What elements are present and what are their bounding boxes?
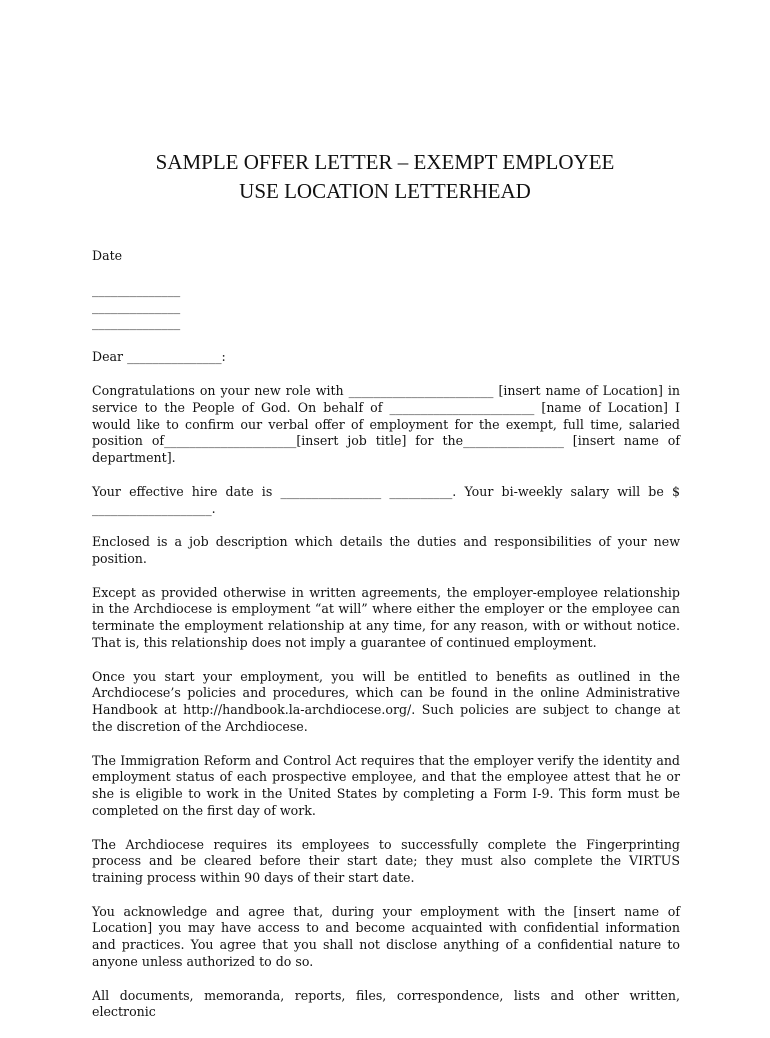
date-label: Date bbox=[92, 248, 123, 263]
address-line: ______________ bbox=[92, 315, 181, 331]
address-block bbox=[92, 282, 680, 332]
address-line: ______________ bbox=[92, 281, 181, 297]
paragraph-immigration: The Immigration Reform and Control Act requires that the employer verify the identity and employment status of each prospective employee, and that the employee attest that he or she is eligible to work in the United States by completing a Form I-9. This form must be completed on the first day of work. bbox=[92, 752, 680, 818]
paragraph-fingerprinting: The Archdiocese requires its employees to successfully complete the Fingerprinting process and be cleared before their start date; they must also complete the VIRTUS training process within 90 days of their start date. bbox=[92, 836, 680, 886]
paragraph-at-will: Except as provided otherwise in written agreements, the employer-employee relationship in the Archdiocese is employment “at will” where either the employer or the employee can terminate the employment relationship at any time, for any reason, with or without notice. That is, this relationship does not imply a guarantee of continued employment. bbox=[92, 584, 680, 650]
address-line: ______________ bbox=[92, 298, 181, 314]
paragraph-confidentiality: You acknowledge and agree that, during your employment with the [insert name of Location] you may have access to and become acquainted with confidential information and practices. You agree that you shall not disclose anything of a confidential nature to anyone unless authorized to do so. bbox=[92, 903, 680, 970]
paragraph-hire-date: Your effective hire date is ________________ __________. Your bi-weekly salary will be $ ___________________. bbox=[92, 483, 680, 516]
paragraph-documents: All documents, memoranda, reports, files, correspondence, lists and other written, electronic bbox=[92, 987, 680, 1020]
document-title: SAMPLE OFFER LETTER – EXEMPT EMPLOYEE bbox=[155, 150, 615, 174]
salutation: Dear _______________: bbox=[92, 349, 226, 365]
letter-body bbox=[92, 248, 680, 1038]
paragraph-congratulations: Congratulations on your new role with _______________________ [insert name of Location] in service to the People of God. On behalf of _______________________ [name of Location] I would like to confirm our verbal offer of employment for the exempt, full time, salaried position of_____________________[insert job title] for the________________ [insert name of department]. bbox=[92, 382, 680, 466]
paragraph-job-description: Enclosed is a job description which details the duties and responsibilities of your new position. bbox=[92, 534, 680, 566]
document-subtitle: USE LOCATION LETTERHEAD bbox=[239, 179, 531, 203]
paragraph-benefits: Once you start your employment, you will be entitled to benefits as outlined in the Archdiocese’s policies and procedures, which can be found in the online Administrative Handbook at http://handbook.la-archdiocese.org/. Such policies are subject to change at the discretion of the Archdiocese. bbox=[92, 668, 680, 734]
